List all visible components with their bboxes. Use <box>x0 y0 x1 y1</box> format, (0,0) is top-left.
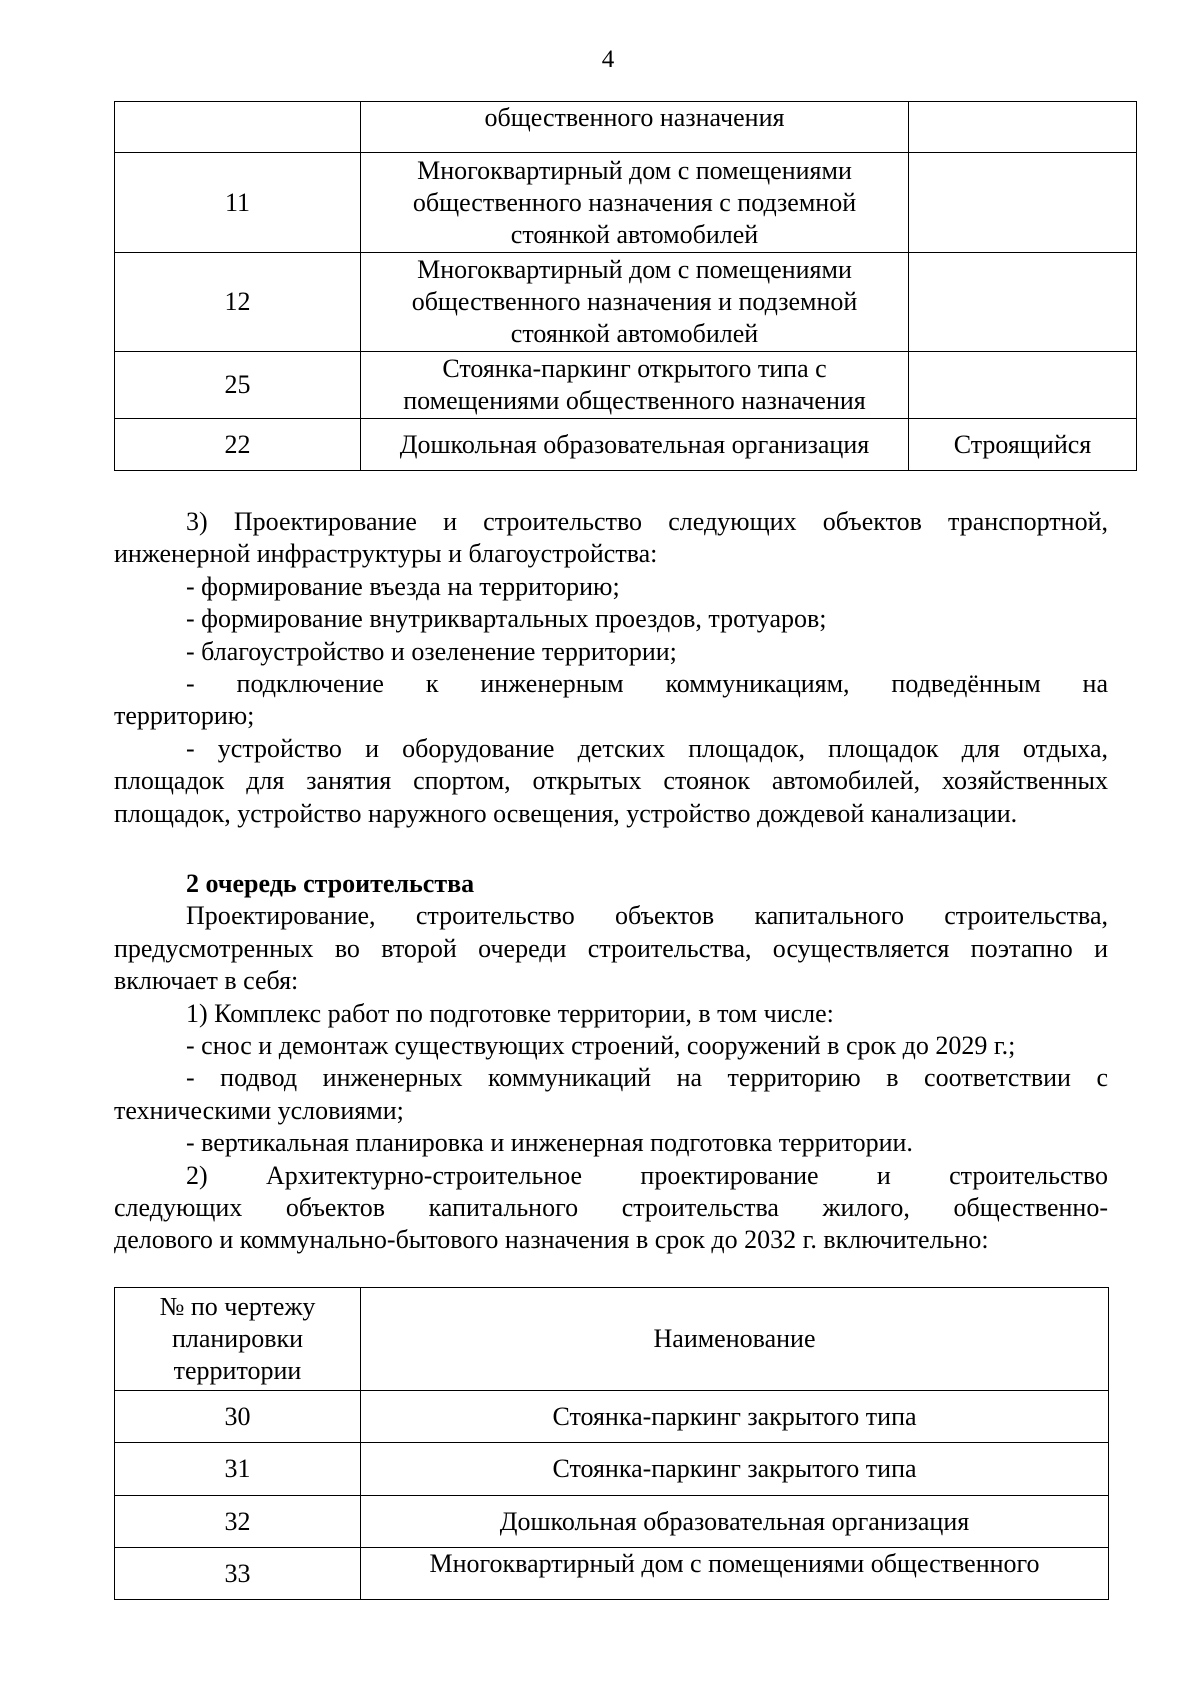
table-cell-num: 30 <box>115 1391 361 1443</box>
table-row <box>115 1548 1109 1600</box>
table-cell-status: Строящийся <box>909 419 1137 471</box>
paragraph: включает в себя: <box>114 966 299 996</box>
list-item: территорию; <box>114 701 255 731</box>
section-3-text <box>114 506 1108 830</box>
table-cell-num: 12 <box>115 253 361 352</box>
table-cell-num: 11 <box>115 153 361 253</box>
list-item: - снос и демонтаж существующих строений, сооружений в срок до 2029 г.; <box>186 1031 1016 1061</box>
table-cell-num: 32 <box>115 1496 361 1548</box>
list-item: площадок для занятия спортом, открытых стоянок автомобилей, хозяйственных <box>114 766 1108 796</box>
list-item: - подвод инженерных коммуникаций на территорию в соответствии с <box>186 1063 1108 1093</box>
table-cell-num: 22 <box>115 419 361 471</box>
table-cell-num: 31 <box>115 1443 361 1496</box>
table-cell-name: Дошкольная образовательная организация <box>361 1496 1109 1548</box>
list-item: - вертикальная планировка и инженерная подготовка территории. <box>186 1128 913 1158</box>
section-heading: 2 очередь строительства <box>186 869 475 898</box>
table-row <box>115 1496 1109 1548</box>
table-row <box>115 253 1137 352</box>
list-item: - формирование въезда на территорию; <box>186 571 620 601</box>
table-row <box>115 419 1137 471</box>
paragraph: 2) Архитектурно-строительное проектирование и строительство <box>186 1160 1108 1190</box>
table-cell-status <box>909 352 1137 419</box>
table-cell-name: Многоквартирный дом с помещениями общественного <box>361 1548 1109 1600</box>
table-cell-name: общественного назначения <box>361 102 909 153</box>
list-item: площадок, устройство наружного освещения, устройство дождевой канализации. <box>114 798 1018 828</box>
table-cell-name: Стоянка-паркинг открытого типа с помещениями общественного назначения <box>361 352 909 419</box>
table-cell-name: Многоквартирный дом с помещениями общественного назначения и подземной стоянкой автомобилей <box>361 253 909 352</box>
table-cell-name: Стоянка-паркинг закрытого типа <box>361 1443 1109 1496</box>
table-cell-num <box>115 102 361 153</box>
page-number: 4 <box>601 46 615 73</box>
list-item: техническими условиями; <box>114 1095 404 1125</box>
table-row <box>115 102 1137 153</box>
table-cell-status <box>909 253 1137 352</box>
table-cell-status <box>909 153 1137 253</box>
queue-2-objects-table <box>114 1287 1109 1600</box>
header-cell-num: № по чертежу планировки территории <box>115 1288 361 1391</box>
table-header-row <box>115 1288 1109 1391</box>
table-cell-num: 25 <box>115 352 361 419</box>
table-cell-num: 33 <box>115 1548 361 1600</box>
header-cell-name: Наименование <box>361 1288 1109 1391</box>
paragraph: Проектирование, строительство объектов капитального строительства, <box>186 901 1108 931</box>
table-cell-name: Стоянка-паркинг закрытого типа <box>361 1391 1109 1443</box>
paragraph: 1) Комплекс работ по подготовке территории, в том числе: <box>186 998 834 1028</box>
paragraph: 3) Проектирование и строительство следующих объектов транспортной, <box>186 507 1108 536</box>
list-item: - подключение к инженерным коммуникациям, подведённым на <box>186 669 1108 699</box>
list-item: - формирование внутриквартальных проездов, тротуаров; <box>186 604 827 634</box>
paragraph: предусмотренных во второй очереди строительства, осуществляется поэтапно и <box>114 933 1108 963</box>
queue-2-text <box>114 868 1108 1257</box>
list-item: - благоустройство и озеленение территории; <box>186 636 677 666</box>
paragraph: делового и коммунально-бытового назначения в срок до 2032 г. включительно: <box>114 1225 989 1255</box>
list-item: - устройство и оборудование детских площадок, площадок для отдыха, <box>186 733 1108 763</box>
paragraph: следующих объектов капитального строительства жилого, общественно- <box>114 1193 1108 1223</box>
paragraph: инженерной инфраструктуры и благоустройства: <box>114 539 658 569</box>
table-cell-status <box>909 102 1137 153</box>
table-cell-name: Дошкольная образовательная организация <box>361 419 909 471</box>
table-row <box>115 1443 1109 1496</box>
table-row <box>115 153 1137 253</box>
table-row <box>115 1391 1109 1443</box>
table-cell-name: Многоквартирный дом с помещениями общественного назначения с подземной стоянкой автомобилей <box>361 153 909 253</box>
table-row <box>115 352 1137 419</box>
objects-table-continued <box>114 101 1137 471</box>
